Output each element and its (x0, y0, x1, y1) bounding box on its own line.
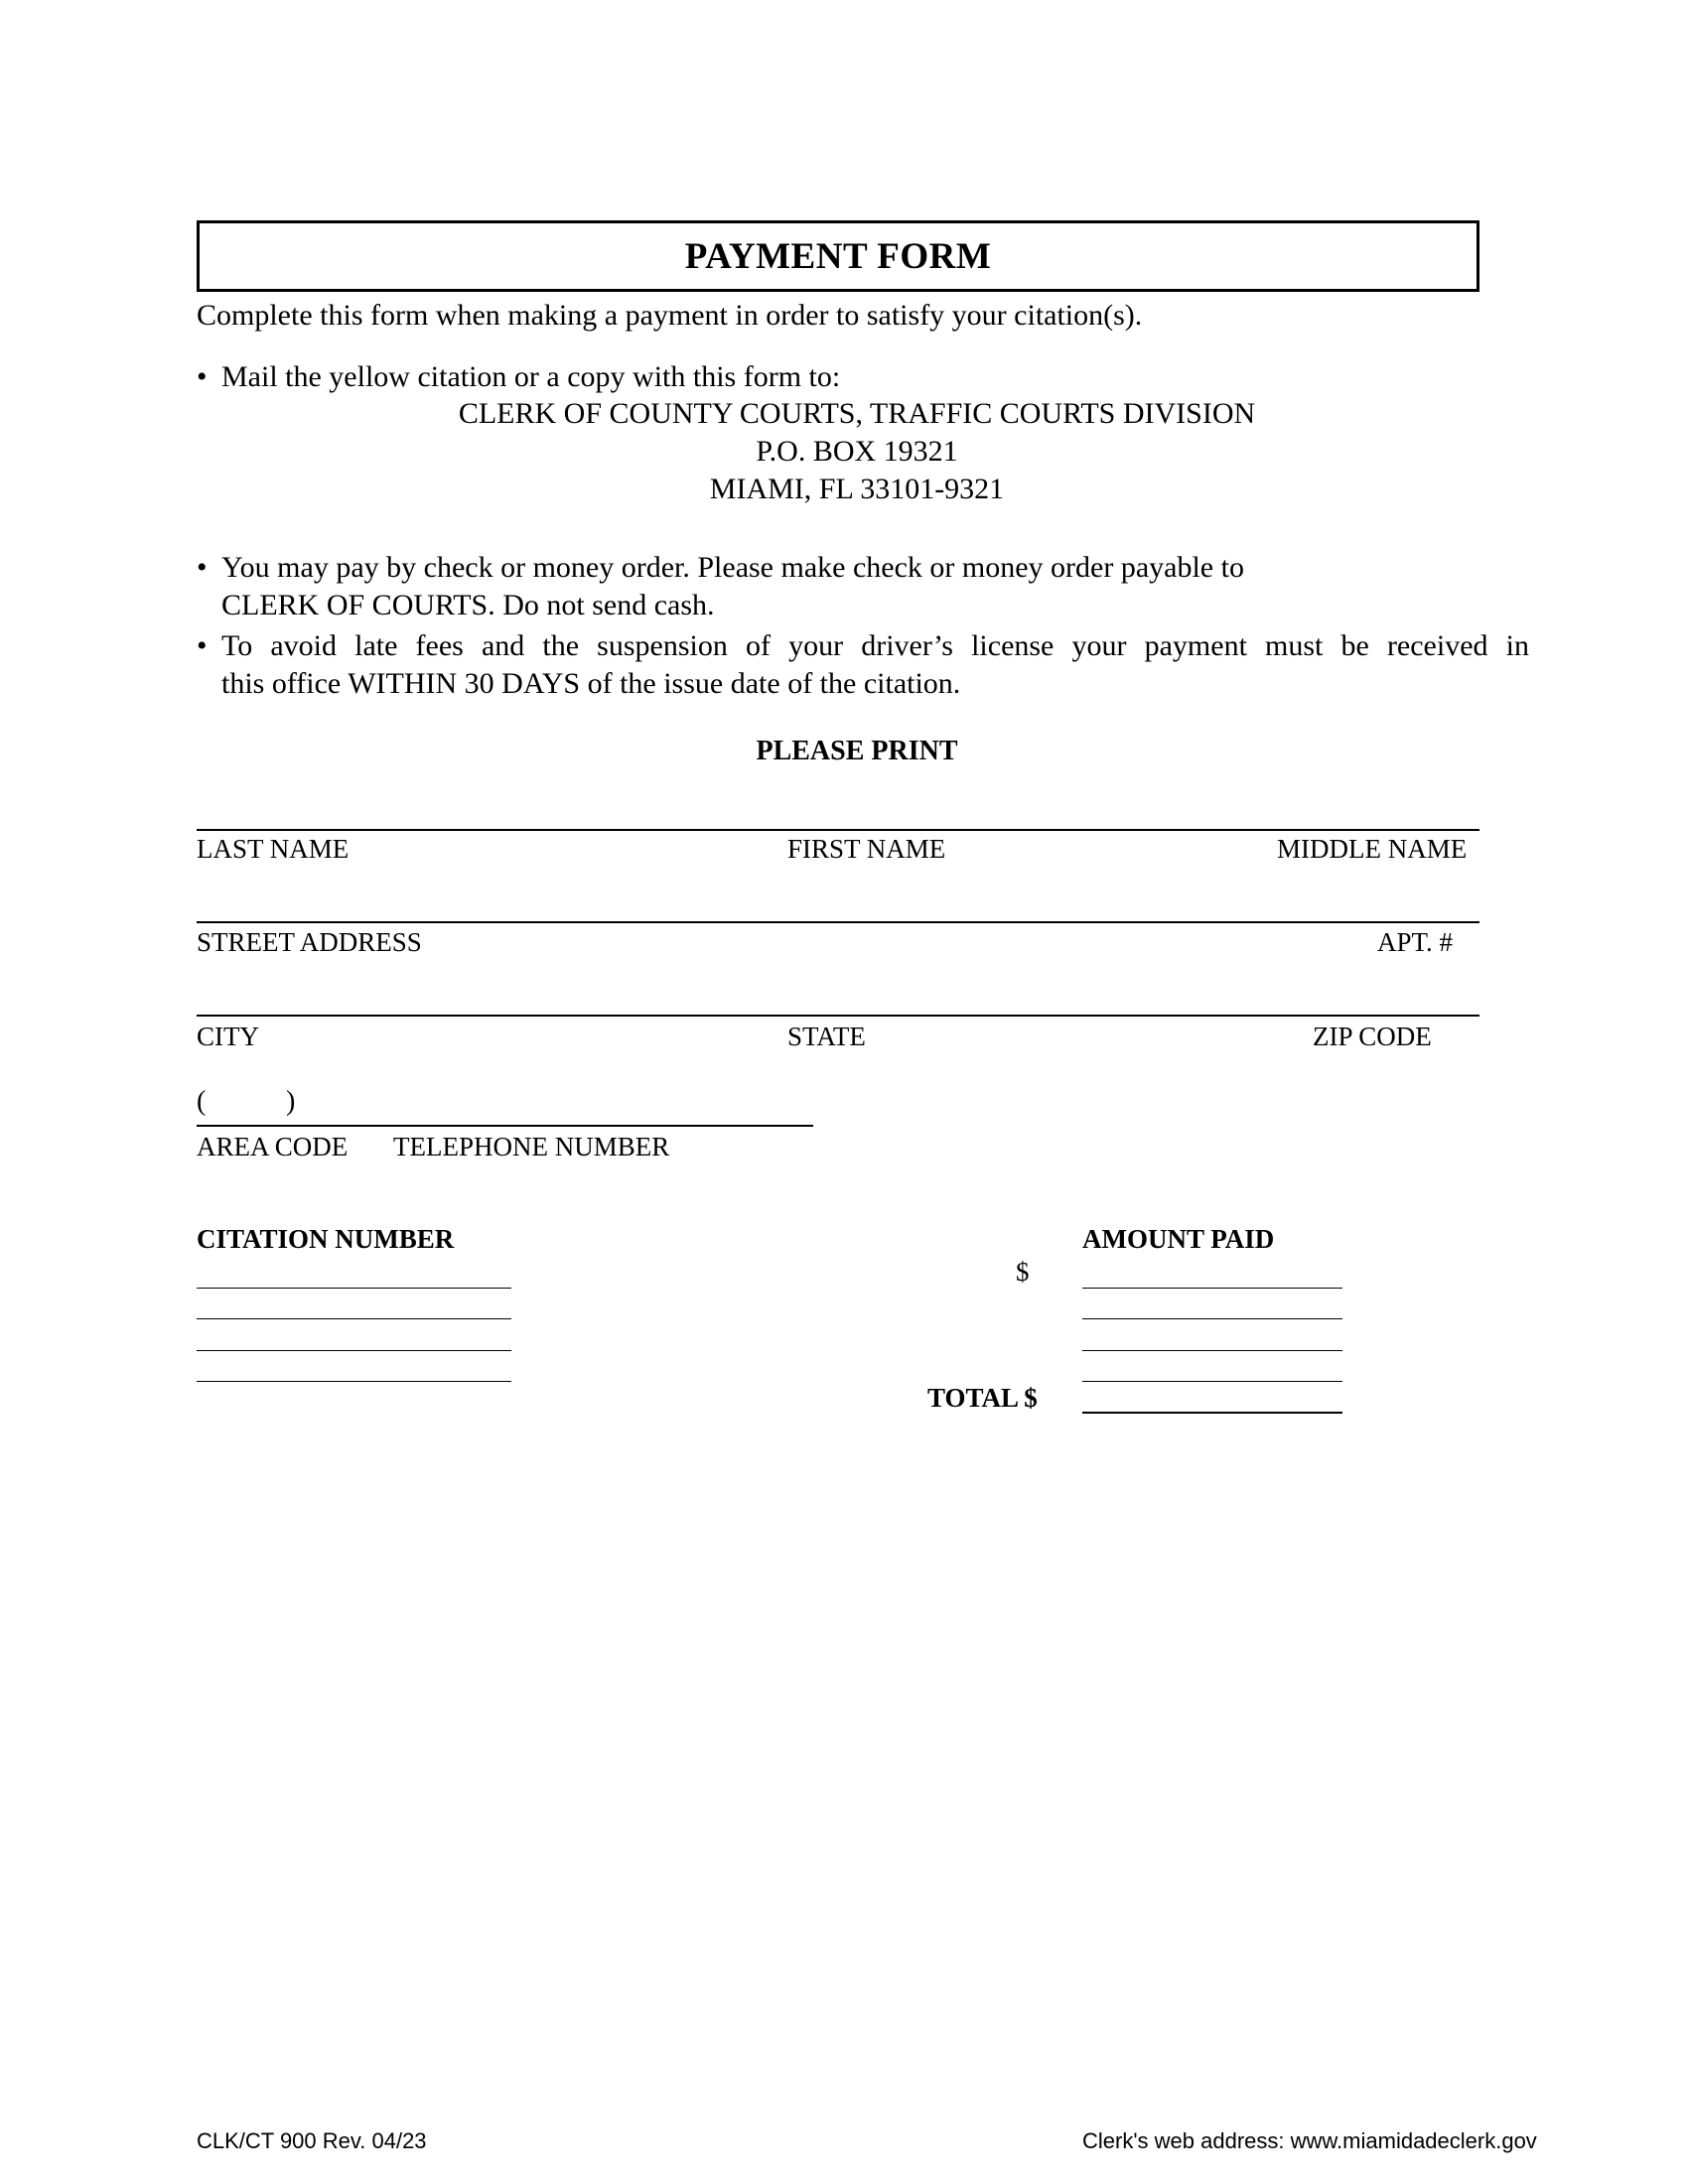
please-print-heading: PLEASE PRINT (756, 736, 958, 766)
area-code-label: AREA CODE (197, 1132, 349, 1161)
street-address-label: STREET ADDRESS (197, 927, 422, 957)
citation-number-line-1[interactable] (197, 1288, 511, 1289)
city-state-zip-field-line[interactable] (197, 1015, 1479, 1017)
bullet-icon: • (197, 551, 208, 584)
late-fee-line-1: To avoid late fees and the suspension of your driver’s license your payment must be received in (221, 629, 1529, 662)
intro-text: Complete this form when making a payment in order to satisfy your citation(s). (197, 299, 1143, 332)
area-code-open-paren: ( (197, 1086, 207, 1117)
middle-name-label: MIDDLE NAME (1277, 834, 1468, 864)
page-title: PAYMENT FORM (197, 220, 1479, 292)
mailing-address-line-2: P.O. BOX 19321 (756, 435, 958, 468)
mailing-address-line-1: CLERK OF COUNTY COURTS, TRAFFIC COURTS DIVISION (458, 397, 1256, 430)
telephone-number-label: TELEPHONE NUMBER (393, 1132, 670, 1161)
total-amount-line[interactable] (1082, 1412, 1342, 1414)
apt-label: APT. # (1377, 927, 1454, 957)
total-label: TOTAL $ (927, 1383, 1038, 1413)
name-field-line[interactable] (197, 829, 1479, 831)
clerk-web-address: Clerk's web address: www.miamidadeclerk.gov (1082, 2128, 1537, 2153)
amount-paid-heading: AMOUNT PAID (1082, 1224, 1275, 1254)
area-code-close-paren: ) (286, 1086, 296, 1117)
dollar-sign: $ (1016, 1257, 1030, 1287)
payment-method-line-1: You may pay by check or money order. Please make check or money order payable to (221, 551, 1244, 584)
amount-paid-line-2[interactable] (1082, 1318, 1342, 1319)
citation-number-line-4[interactable] (197, 1381, 511, 1382)
late-fee-line-2: this office WITHIN 30 DAYS of the issue date of the citation. (221, 667, 961, 700)
zip-code-label: ZIP CODE (1313, 1022, 1432, 1051)
street-address-field-line[interactable] (197, 921, 1479, 923)
citation-number-heading: CITATION NUMBER (197, 1224, 455, 1254)
telephone-field-line[interactable] (197, 1125, 813, 1127)
state-label: STATE (787, 1022, 866, 1051)
city-label: CITY (197, 1022, 259, 1051)
bullet-icon: • (197, 360, 208, 393)
amount-paid-line-3[interactable] (1082, 1350, 1342, 1351)
mailing-address-line-3: MIAMI, FL 33101-9321 (709, 473, 1005, 505)
payment-method-line-2: CLERK OF COURTS. Do not send cash. (221, 589, 715, 621)
first-name-label: FIRST NAME (787, 834, 946, 864)
amount-paid-line-1[interactable] (1082, 1288, 1342, 1289)
citation-number-line-3[interactable] (197, 1350, 511, 1351)
citation-number-line-2[interactable] (197, 1318, 511, 1319)
last-name-label: LAST NAME (197, 834, 350, 864)
bullet-icon: • (197, 629, 208, 662)
mail-instruction: Mail the yellow citation or a copy with this form to: (221, 360, 841, 393)
amount-paid-line-4[interactable] (1082, 1381, 1342, 1382)
form-id: CLK/CT 900 Rev. 04/23 (197, 2128, 427, 2153)
